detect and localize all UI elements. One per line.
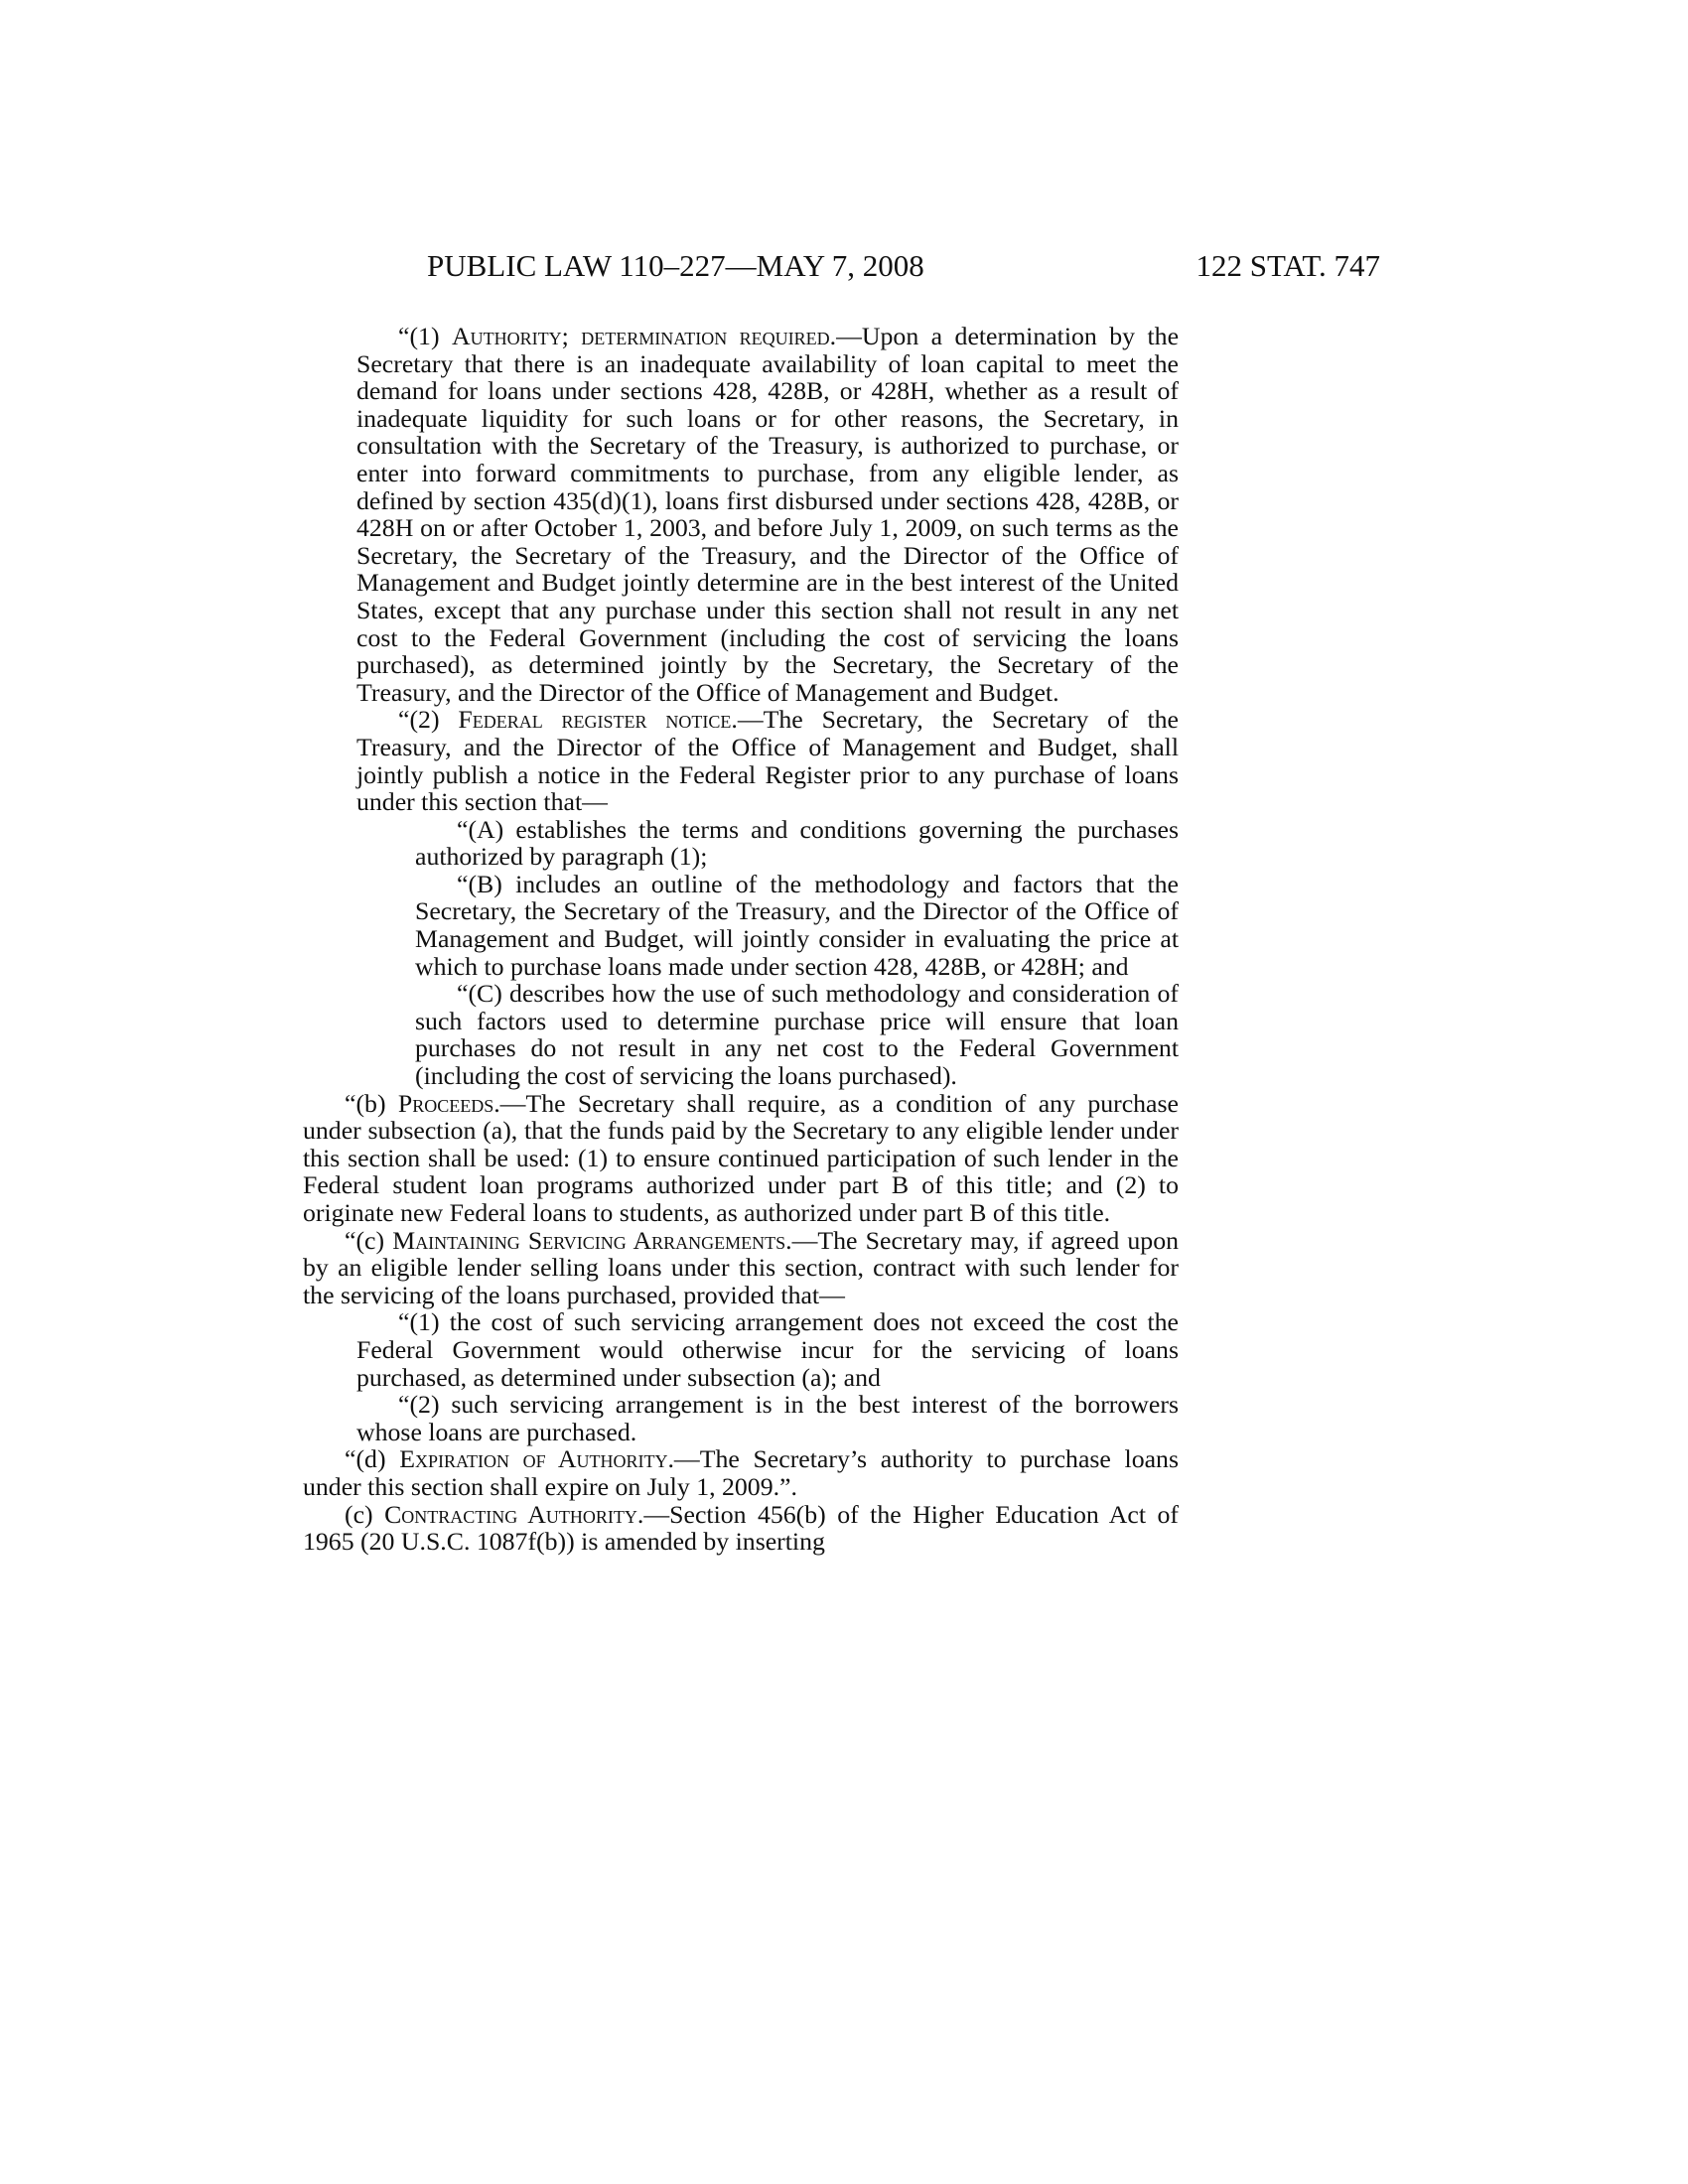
statute-page-number: 122 STAT. 747 [1196,248,1380,283]
subsection-d-expiration [303,1445,1179,1500]
subsection-b-proceeds [303,1090,1179,1227]
paragraph-lead: “(2) [398,705,459,735]
paragraph-text: .—Section 456(b) of the Higher Education Act of 1965 (20 U.S.C. 1087f(b)) is amended by inserting [303,1499,1179,1557]
page-header [427,248,1380,288]
paragraph-lead: “(c) [345,1225,393,1255]
paragraph-heading: Maintaining Servicing Arrangements [392,1225,786,1255]
paragraph-text: .—The Secretary shall require, as a condition of any purchase under subsection (a), that the funds paid by the Secretary to any eligible lender under this section shall be used: (1) to ensure continued participation of such lender in the Federal student loan programs authorized under part B of this title; and (2) to originate new Federal loans to students, as authorized under part B of this title. [303,1088,1179,1227]
paragraph-heading: Contracting Authority [384,1499,637,1529]
paragraph-text: .—The Secretary, the Secretary of the Treasury, and the Director of the Office of Management and Budget, shall jointly publish a notice in the Federal Register prior to any purchase of loans under this section that— [356,705,1179,817]
paragraph-text: “(2) such servicing arrangement is in the best interest of the borrowers whose loans are purchased. [356,1390,1179,1446]
section-c-contracting-authority [303,1501,1179,1556]
paragraph-heading: Federal register notice [458,705,732,735]
paragraph-text: “(1) the cost of such servicing arrangement does not exceed the cost the Federal Government would otherwise incur for the servicing of loans purchased, as determined under subsection (a); and [356,1307,1179,1392]
paragraph-heading: Proceeds [397,1088,494,1118]
paragraph-lead: (c) [345,1499,385,1529]
paragraph-text: “(B) includes an outline of the methodology and factors that the Secretary, the Secretary of the Treasury, and the Director of the Office of Management and Budget, will jointly consider in evaluating the price at which to purchase loans made under section 428, 428B, or 428H; and [415,869,1179,981]
subparagraph-B [303,871,1179,980]
paragraph-text: .—The Secretary’s authority to purchase loans under this section shall expire on July 1, 2009.”. [303,1444,1179,1501]
paragraph-c1 [303,1308,1179,1391]
paragraph-heading: Authority; determination required [451,322,830,350]
law-text-body [303,323,1179,1556]
paragraph-text: “(C) describes how the use of such methodology and consideration of such factors used to determine purchase price will ensure that loan purchases do not result in any net cost to the Federal Government (including the cost of servicing the loans purchased). [415,979,1179,1091]
paragraph-text: .—The Secretary may, if agreed upon by an eligible lender selling loans under this section, contract with such lender for the servicing of the loans purchased, provided that— [303,1225,1179,1309]
paragraph-c2 [303,1391,1179,1445]
paragraph-lead: “(b) [345,1088,398,1118]
paragraph-heading: Expiration of Authority [399,1444,668,1474]
paragraph-a1-authority [303,323,1179,706]
paragraph-lead: “(1) [398,322,452,350]
subparagraph-A [303,816,1179,871]
subsection-c-servicing-arrangements [303,1227,1179,1309]
paragraph-a2-federal-register-notice [303,706,1179,815]
paragraph-text: .—Upon a determination by the Secretary that there is an inadequate availability of loan capital to meet the demand for loans under sections 428, 428B, or 428H, whether as a result of inadequate liquidity for such loans or for other reasons, the Secretary, in consultation with the Secretary of the Treasury, is authorized to purchase, or enter into forward commitments to purchase, from any eligible lender, as defined by section 435(d)(1), loans first disbursed under sections 428, 428B, or 428H on or after October 1, 2003, and before July 1, 2009, on such terms as the Secretary, the Secretary of the Treasury, and the Director of the Office of Management and Budget jointly determine are in the best interest of the United States, except that any purchase under this section shall not result in any net cost to the Federal Government (including the cost of servicing the loans purchased), as determined jointly by the Secretary, the Secretary of the Treasury, and the Director of the Office of Management and Budget. [356,322,1180,707]
subparagraph-C [303,980,1179,1089]
paragraph-text: “(A) establishes the terms and conditions governing the purchases authorized by paragraph (1); [415,814,1179,872]
paragraph-lead: “(d) [345,1444,400,1474]
running-head-title: PUBLIC LAW 110–227—MAY 7, 2008 [427,248,924,283]
